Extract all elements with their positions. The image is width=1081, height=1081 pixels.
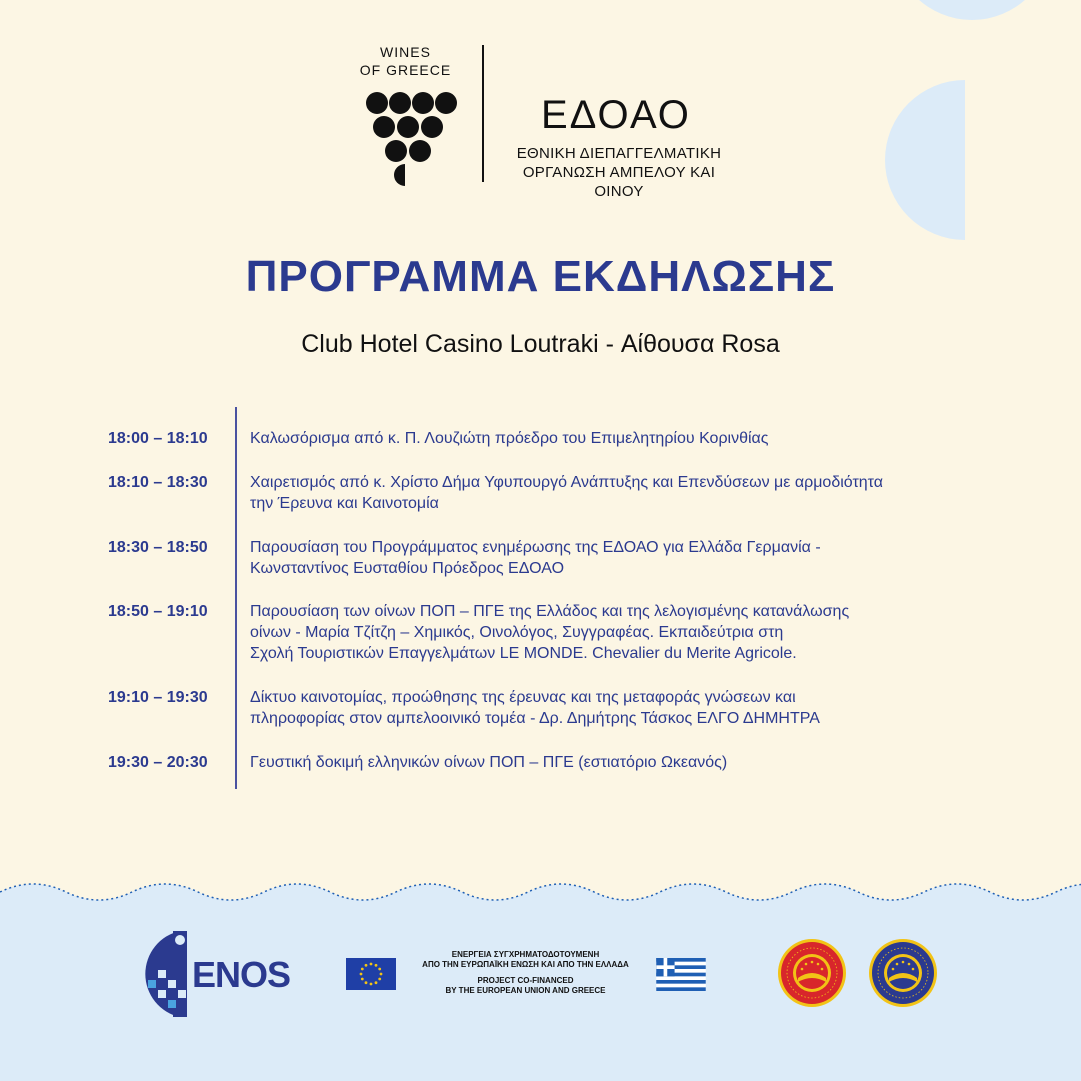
schedule-time: 18:10 – 18:30 xyxy=(108,474,208,491)
schedule-description xyxy=(250,428,980,449)
schedule-description xyxy=(250,472,980,514)
description-line: Κωνσταντίνος Ευσταθίου Πρόεδρος ΕΔΟΑΟ xyxy=(250,560,565,577)
description-line: πληροφορίας στον αμπελοοινικό τομέα - Δρ. Δημήτρης Τάσκος ΕΛΓΟ ΔΗΜΗΤΡΑ xyxy=(250,710,820,727)
edoao-acronym: ΕΔΟΑΟ xyxy=(541,93,691,137)
enos-logo-text: ENOS xyxy=(192,954,291,995)
wines-of-greece-logo xyxy=(348,40,463,185)
description-line: οίνων - Μαρία Τζίτζη – Χημικός, Οινολόγος, Συγγραφέας. Εκπαιδεύτρια στη xyxy=(250,624,784,641)
wines-logo-line2: OF GREECE xyxy=(359,62,452,78)
pdo-seal-icon xyxy=(777,938,847,1008)
funding-greek-line1: ΕΝΕΡΓΕΙΑ ΣΥΓΧΡΗΜΑΤΟΔΟΤΟΥΜΕΝΗ xyxy=(451,950,600,959)
wines-logo-line1: WINES xyxy=(380,44,431,60)
description-line: Γευστική δοκιμή ελληνικών οίνων ΠΟΠ – ΠΓΕ (εστιατόριο Ωκεανός) xyxy=(250,754,728,771)
funding-greek-line2: ΑΠΟ ΤΗΝ ΕΥΡΩΠΑΪΚΗ ΕΝΩΣΗ ΚΑΙ ΑΠΟ ΤΗΝ ΕΛΛΑΔΑ xyxy=(422,960,629,969)
schedule-description xyxy=(250,601,980,664)
description-line: Παρουσίαση των οίνων ΠΟΠ – ΠΓΕ της Ελλάδος και της λελογισμένης κατανάλωσης xyxy=(250,603,850,620)
schedule-description xyxy=(250,752,980,773)
pgi-seal-icon xyxy=(868,938,938,1008)
logo-divider xyxy=(482,45,484,182)
schedule-time: 19:10 – 19:30 xyxy=(108,689,208,706)
schedule-description xyxy=(250,537,980,579)
eu-flag-icon xyxy=(346,958,396,990)
decorative-half-circle xyxy=(885,80,965,240)
schedule-time: 18:50 – 19:10 xyxy=(108,603,208,620)
description-line: Καλωσόρισμα από κ. Π. Λουζιώτη πρόεδρο του Επιμελητηρίου Κορινθίας xyxy=(250,430,769,447)
edoao-subtitle-line1: ΕΘΝΙΚΗ ΔΙΕΠΑΓΓΕΛΜΑΤΙΚΗ xyxy=(516,145,722,162)
schedule-time: 19:30 – 20:30 xyxy=(108,754,208,771)
schedule-time: 18:00 – 18:10 xyxy=(108,430,208,447)
description-line: Χαιρετισμός από κ. Χρίστο Δήμα Υφυπουργό Ανάπτυξης και Επενδύσεων με αρμοδιότητα xyxy=(250,474,884,491)
schedule-time: 18:30 – 18:50 xyxy=(108,539,208,556)
edoao-subtitle-line2: ΟΡΓΑΝΩΣΗ ΑΜΠΕΛΟΥ ΚΑΙ ΟΙΝΟΥ xyxy=(522,164,716,200)
schedule-description xyxy=(250,687,980,729)
enos-bottle-icon xyxy=(140,928,190,1023)
description-line: Παρουσίαση του Προγράμματος ενημέρωσης της ΕΔΟΑΟ για Ελλάδα Γερμανία - xyxy=(250,539,821,556)
edoao-logo xyxy=(505,92,745,201)
schedule-timeline-line xyxy=(235,407,237,789)
co-financing-notice xyxy=(398,950,653,996)
funding-english-line2: BY THE EUROPEAN UNION AND GREECE xyxy=(445,986,606,995)
grape-cluster-icon xyxy=(362,92,458,188)
page-title: ΠΡΟΓΡΑΜΜΑ ΕΚΔΗΛΩΣΗΣ xyxy=(245,252,836,301)
greek-flag-icon xyxy=(656,958,706,991)
description-line: Σχολή Τουριστικών Επαγγελμάτων LE MONDE. Chevalier du Merite Agricole. xyxy=(250,645,797,662)
venue-subtitle: Club Hotel Casino Loutraki - Αίθουσα Rosa xyxy=(301,330,780,358)
decorative-circle-top xyxy=(892,0,1052,20)
enos-logo xyxy=(140,928,291,1023)
description-line: την Έρευνα και Καινοτομία xyxy=(250,495,439,512)
edoao-subtitle xyxy=(505,144,733,201)
description-line: Δίκτυο καινοτομίας, προώθησης της έρευνας και της μεταφοράς γνώσεων και xyxy=(250,689,796,706)
funding-english-line1: PROJECT CO-FINANCED xyxy=(477,976,574,985)
